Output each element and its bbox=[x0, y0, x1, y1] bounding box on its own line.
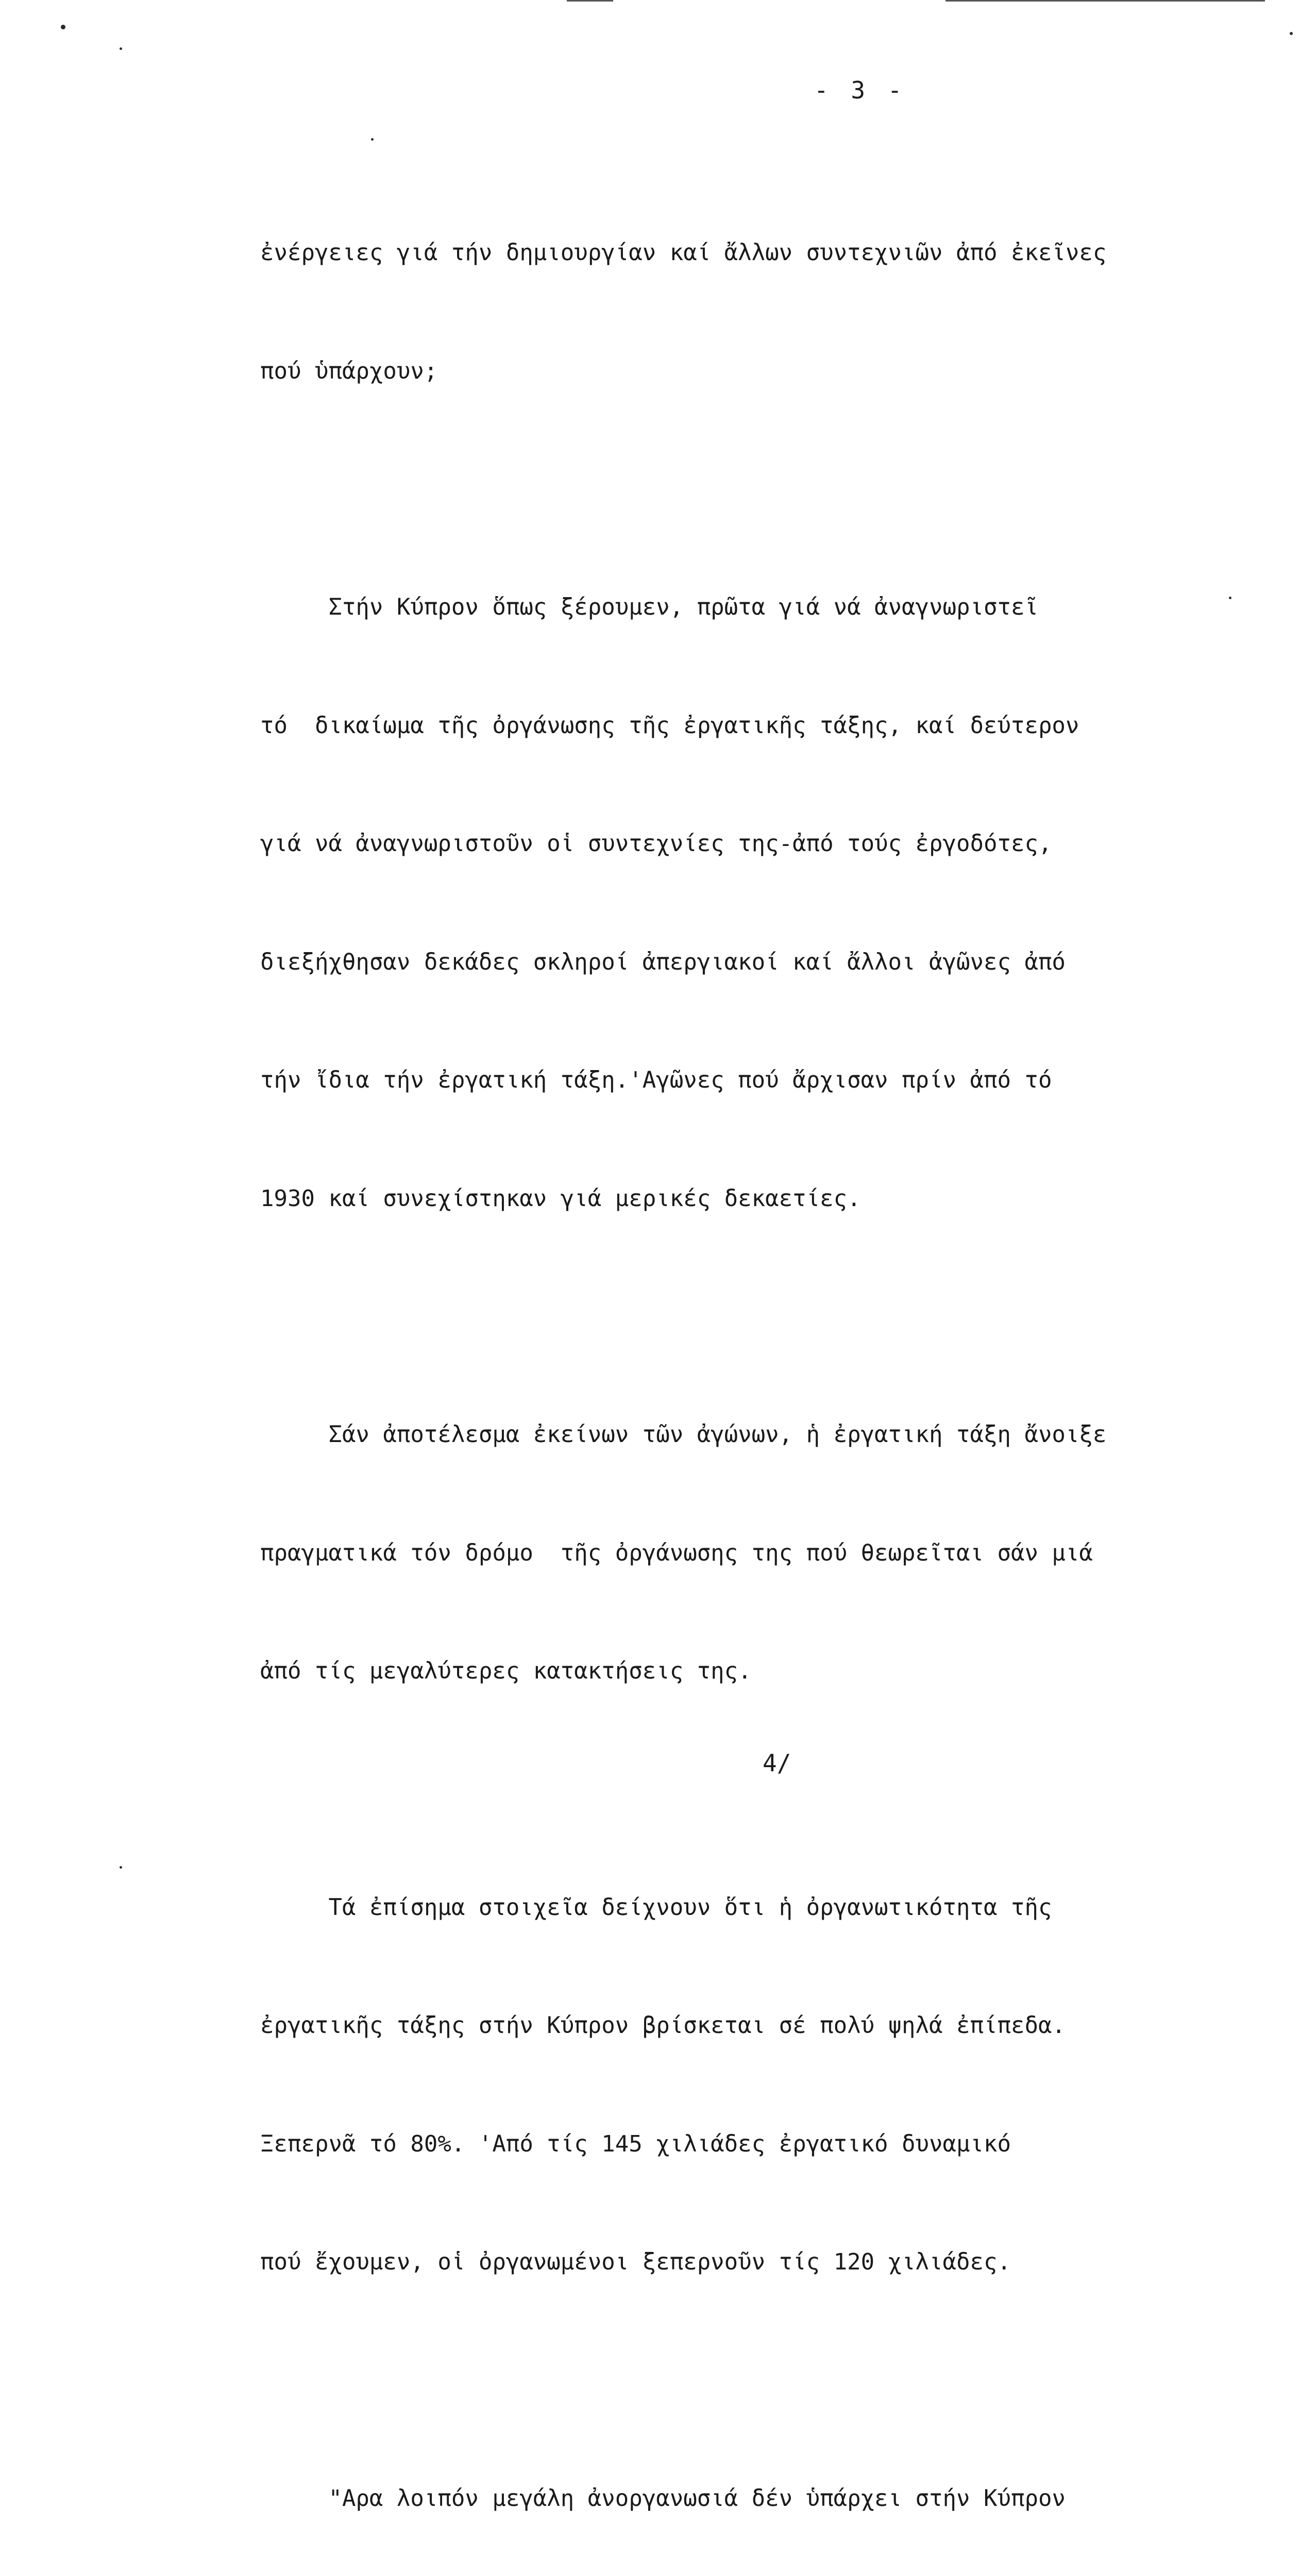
paragraph bbox=[260, 155, 1255, 470]
text-line: Ξεπερνᾶ τό 80%. 'Από τίς 145 χιλιάδες ἐργατικό δυναμικό bbox=[260, 2125, 1255, 2164]
text-line: γιά νά ἀναγνωριστοῦν οἱ συντεχνίες της-ἀπό τούς ἐργοδότες, bbox=[260, 824, 1255, 864]
text-line: διεξήχθησαν δεκάδες σκληροί ἀπεργιακοί καί ἄλλοι ἀγῶνες ἀπό bbox=[260, 943, 1255, 982]
text-line: ἀπό τίς μεγαλύτερες κατακτήσεις της. bbox=[260, 1652, 1255, 1691]
paragraph bbox=[260, 1336, 1255, 1770]
text-line: πραγματικά τόν δρόμο τῆς ὀργάνωσης της πού θεωρεῖται σάν μιά bbox=[260, 1534, 1255, 1573]
text-line: "Αρα λοιπόν μεγάλη ἀνοργανωσιά δέν ὑπάρχει στήν Κύπρον bbox=[260, 2479, 1255, 2519]
text-line: ἐργατικῆς τάξης στήν Κύπρον βρίσκεται σέ πολύ ψηλά ἐπίπεδα. bbox=[260, 2006, 1255, 2046]
scan-speck bbox=[1290, 32, 1293, 35]
paragraph bbox=[260, 2400, 1255, 2576]
page-number: - 3 - bbox=[814, 76, 906, 104]
scan-speck bbox=[371, 138, 374, 141]
top-edge-rule bbox=[946, 0, 1265, 2]
continuation-marker: 4/ bbox=[763, 1749, 791, 1777]
text-line: πού ἔχουμεν, οἱ ὀργανωμένοι ξεπερνοῦν τίς 120 χιλιάδες. bbox=[260, 2243, 1255, 2282]
text-line: πού ὑπάρχουν; bbox=[260, 352, 1255, 392]
text-line: τό δικαίωμα τῆς ὀργάνωσης τῆς ἐργατικῆς τάξης, καί δεύτερον bbox=[260, 706, 1255, 746]
text-line: Στήν Κύπρον ὅπως ξέρουμεν, πρῶτα γιά νά ἀναγνωριστεῖ bbox=[260, 588, 1255, 628]
top-edge-rule-left bbox=[567, 0, 613, 2]
text-line: τήν ἴδια τήν ἐργατική τάξη.'Αγῶνες πού ἄρχισαν πρίν ἀπό τό bbox=[260, 1061, 1255, 1100]
text-line: Τά ἐπίσημα στοιχεῖα δείχνουν ὅτι ἡ ὀργανωτικότητα τῆς bbox=[260, 1888, 1255, 1928]
letter-body bbox=[260, 155, 1255, 2576]
scan-speck bbox=[61, 25, 65, 29]
paragraph bbox=[260, 509, 1255, 1297]
text-line: Σάν ἀποτέλεσμα ἐκείνων τῶν ἀγώνων, ἡ ἐργατική τάξη ἄνοιξε bbox=[260, 1415, 1255, 1455]
text-line: 1930 καί συνεχίστηκαν γιά μερικές δεκαετίες. bbox=[260, 1179, 1255, 1219]
scan-speck bbox=[120, 1866, 122, 1869]
scan-speck bbox=[120, 47, 122, 50]
paragraph bbox=[260, 1809, 1255, 2361]
text-line: ἐνέργειες γιά τήν δημιουργίαν καί ἄλλων συντεχνιῶν ἀπό ἐκεῖνες bbox=[260, 233, 1255, 273]
